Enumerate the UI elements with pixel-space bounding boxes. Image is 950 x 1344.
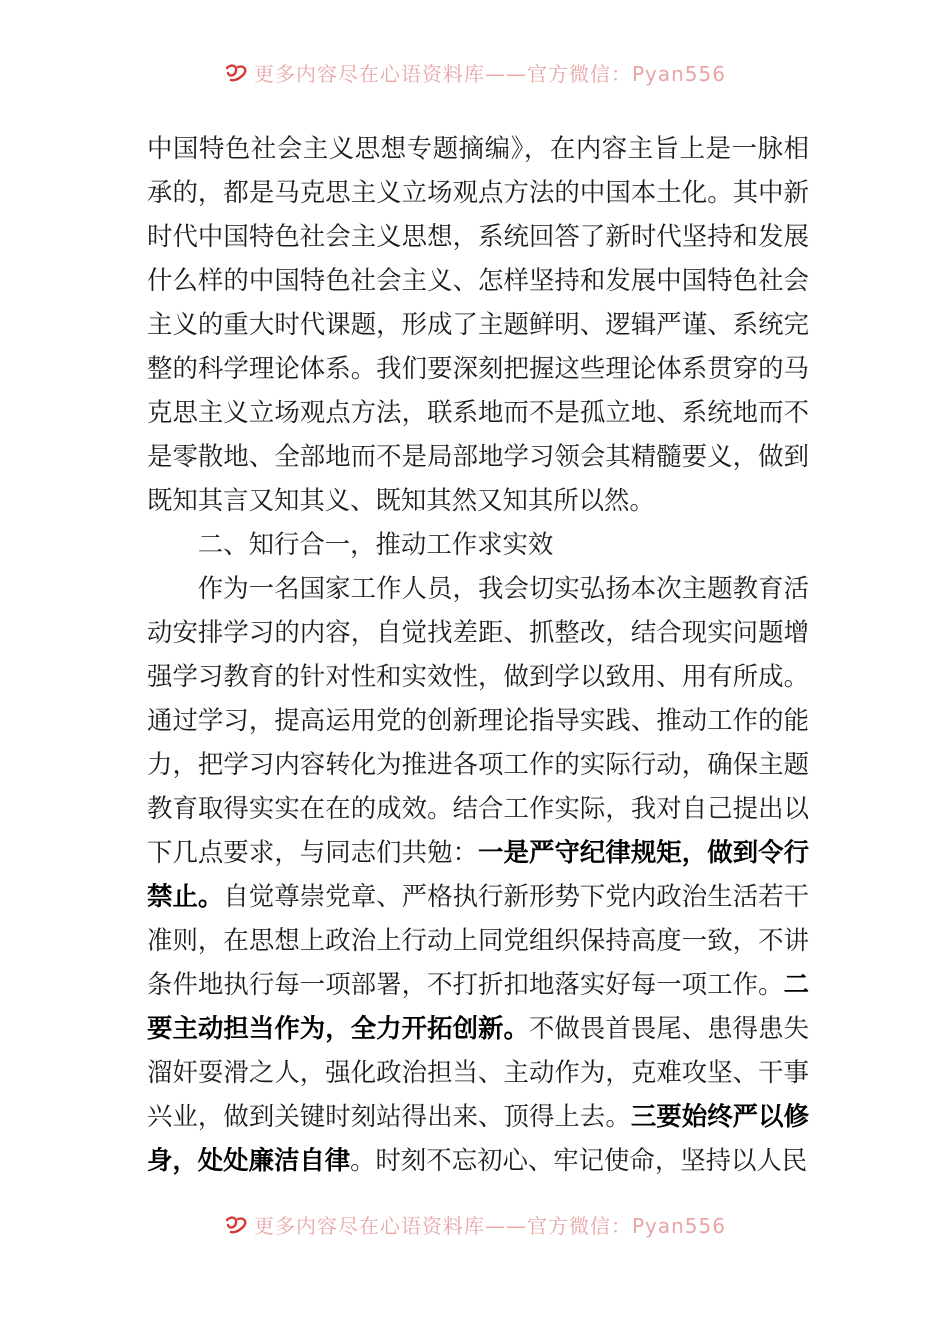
header-watermark [0,58,950,87]
document-body [147,126,809,1182]
paragraph-1: 中国特色社会主义思想专题摘编》，在内容主旨上是一脉相承的，都是马克思主义立场观点方法的中国本土化。其中新时代中国特色社会主义思想，系统回答了新时代坚持和发展什么样的中国特色社会主义、怎样坚持和发展中国特色社会主义的重大时代课题，形成了主题鲜明、逻辑严谨、系统完整的科学理论体系。我们要深刻把握这些理论体系贯穿的马克思主义立场观点方法，联系地而不是孤立地、系统地而不是零散地、全部地而不是局部地学习领会其精髓要义，做到既知其言又知其义、既知其然又知其所以然。 [147,133,809,515]
footer-watermark [0,1210,950,1239]
bold-point-1: 一是严守纪律规矩，做到令行禁止。 [147,837,810,911]
paragraph-3 [147,566,809,1182]
watermark-text: 更多内容尽在心语资料库——官方微信：Pyan556 [253,1214,726,1238]
logo-icon [224,63,250,83]
section-heading: 二、知行合一，推动工作求实效 [197,529,554,559]
point-1-text: 自觉尊崇党章、严格执行新形势下党内政治生活若干准则，在思想上政治上行动上同党组织保持高度一致，不讲条件地执行每一项部署，不打折扣地落实好每一项工作。 [147,881,810,999]
bold-point-3: 三要始终严以修身，处处廉洁自律 [147,1101,810,1175]
point-2-text: 不做畏首畏尾、患得患失溜奸耍滑之人，强化政治担当、主动作为，克难攻坚、干事兴业，做到关键时刻站得出来、顶得上去。 [147,1013,810,1131]
bold-point-2: 二要主动担当作为，全力开拓创新。 [147,969,809,1043]
paragraph-3-intro: 作为一名国家工作人员，我会切实弘扬本次主题教育活动安排学习的内容，自觉找差距、抓整改，结合现实问题增强学习教育的针对性和实效性，做到学以致用、用有所成。通过学习，提高运用党的创新理论指导实践、推动工作的能力，把学习内容转化为推进各项工作的实际行动，确保主题教育取得实实在在的成效。结合工作实际，我对自己提出以下几点要求，与同志们共勉： [147,573,809,867]
point-3-text: 。时刻不忘初心、牢记使命，坚持以人民 [350,1145,808,1175]
logo-icon [224,1215,250,1235]
watermark-text: 更多内容尽在心语资料库——官方微信：Pyan556 [253,62,726,86]
